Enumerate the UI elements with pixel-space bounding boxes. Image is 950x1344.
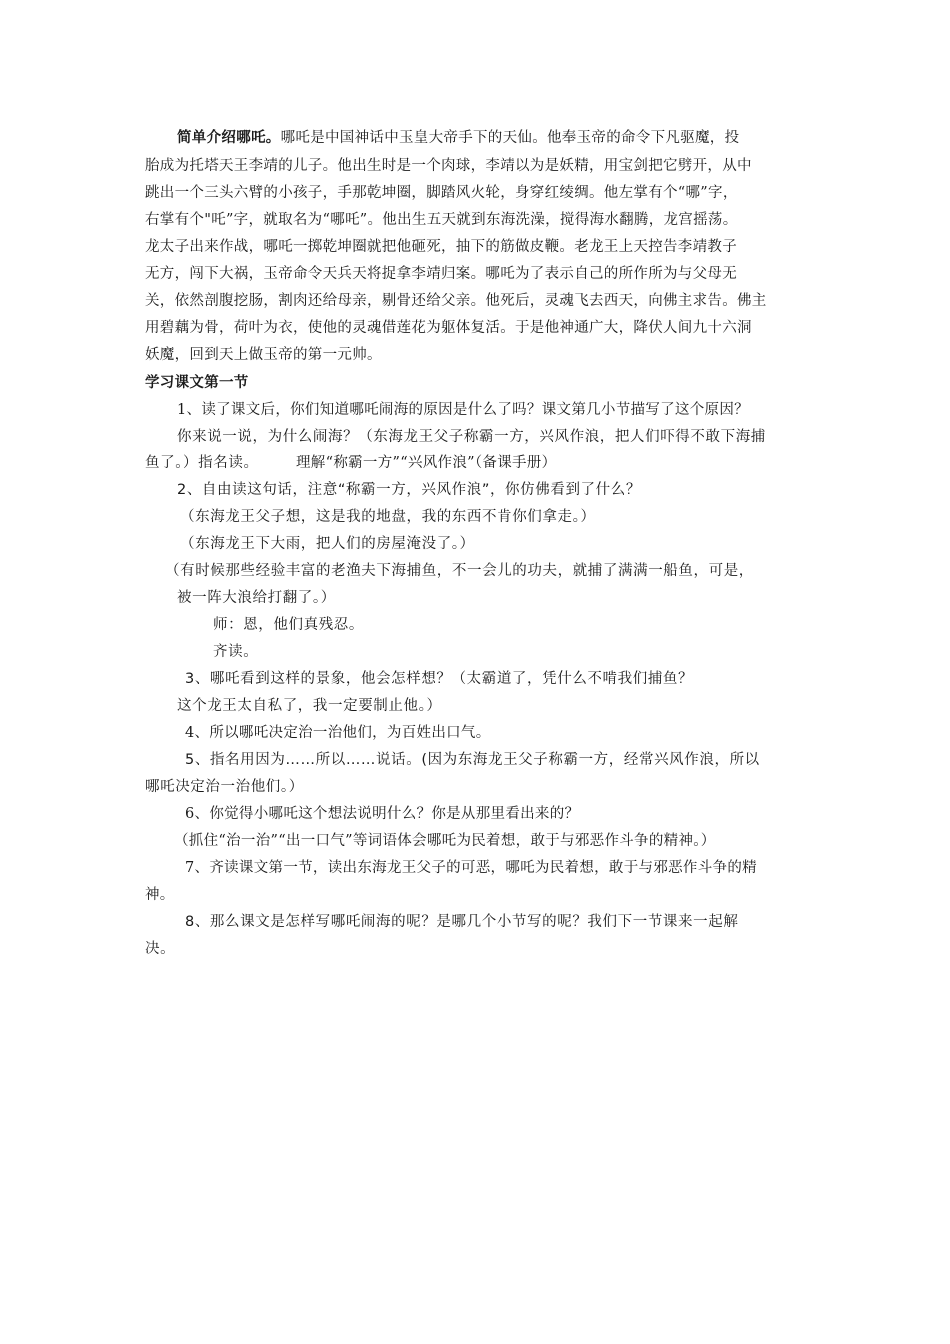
lesson-line-6: （东海龙王下大雨，把人们的房屋淹没了。） <box>180 536 475 552</box>
lesson-line-9: 师：恩，他们真残忍。 <box>213 617 364 633</box>
lesson-line-14: 5、指名用因为……所以……说话。(因为东海龙王父子称霸一方，经常兴风作浪，所以 <box>185 752 760 768</box>
intro-line-1-text: 哪吒是中国神话中玉皇大帝手下的天仙。他奉玉帝的命令下凡驱魔，投 <box>280 130 740 146</box>
section-title: 学习课文第一节 <box>145 374 249 391</box>
lesson-line-17: （抓住“治一治”“出一口气”等词语体会哪吒为民着想，敢于与邪恶作斗争的精神。） <box>174 833 716 849</box>
intro-line-3: 跳出一个三头六臂的小孩子，手那乾坤圈，脚踏风火轮，身穿红绫绸。他左掌有个“哪”字， <box>145 185 738 201</box>
intro-heading: 简单介绍哪吒。 <box>177 129 281 146</box>
lesson-line-18: 7、齐读课文第一节，读出东海龙王父子的可恶，哪吒为民着想，敢于与邪恶作斗争的精 <box>185 860 757 876</box>
lesson-line-3b: 理解“称霸一方”“兴风作浪”（备课手册） <box>296 455 557 471</box>
intro-line-5: 龙太子出来作战，哪吒一掷乾坤圈就把他砸死，抽下的筋做皮鞭。老龙王上天控告李靖教子 <box>145 239 737 255</box>
intro-line-8: 用碧藕为骨，荷叶为衣，使他的灵魂借莲花为躯体复活。于是他神通广大，降伏人间九十六洞 <box>145 320 752 336</box>
lesson-line-1: 1、读了课文后，你们知道哪吒闹海的原因是什么了吗？课文第几小节描写了这个原因？ <box>177 402 749 418</box>
lesson-line-2: 你来说一说，为什么闹海？（东海龙王父子称霸一方，兴风作浪，把人们吓得不敢下海捕 <box>177 429 766 445</box>
lesson-line-11: 3、哪吒看到这样的景象，他会怎样想？（太霸道了，凭什么不啃我们捕鱼？ <box>185 671 694 687</box>
lesson-line-12: 这个龙王太自私了，我一定要制止他。） <box>177 698 442 714</box>
intro-line-4: 右掌有个"吒”字，就取名为“哪吒”。他出生五天就到东海洗澡，搅得海水翻腾，龙宫摇荡。 <box>145 212 738 228</box>
intro-line-9: 妖魔，回到天上做玉帝的第一元帅。 <box>145 347 382 363</box>
lesson-line-13: 4、所以哪吒决定治一治他们，为百姓出口气。 <box>185 725 491 741</box>
lesson-line-3a: 鱼了。）指名读。 <box>145 455 259 471</box>
lesson-line-7: （有时候那些经验丰富的老渔夫下海捕鱼，不一会儿的功夫，就捕了满满一船鱼，可是， <box>165 563 754 579</box>
lesson-line-15: 哪吒决定治一治他们。） <box>145 779 304 795</box>
lesson-line-20: 8、那么课文是怎样写哪吒闹海的呢？是哪几个小节写的呢？我们下一节课来一起解 <box>185 914 739 930</box>
lesson-line-19: 神。 <box>145 887 175 903</box>
lesson-line-4: 2、自由读这句话，注意“称霸一方，兴风作浪”，你仿佛看到了什么？ <box>177 482 641 498</box>
intro-line-1 <box>177 128 739 148</box>
lesson-line-10: 齐读。 <box>213 644 259 660</box>
intro-line-2: 胎成为托塔天王李靖的儿子。他出生时是一个肉球，李靖以为是妖精，用宝剑把它劈开，从中 <box>145 158 752 174</box>
lesson-line-16: 6、你觉得小哪吒这个想法说明什么？你是从那里看出来的？ <box>185 806 580 822</box>
intro-line-7: 关，依然剖腹挖肠，割肉还给母亲，剔骨还给父亲。他死后，灵魂飞去西天，向佛主求告。佛主 <box>145 293 767 309</box>
lesson-line-21: 决。 <box>145 941 176 957</box>
lesson-line-8: 被一阵大浪给打翻了。） <box>177 590 336 606</box>
lesson-line-5: （东海龙王父子想，这是我的地盘，我的东西不肯你们拿走。） <box>180 509 596 525</box>
intro-line-6: 无方，闯下大祸，玉帝命令天兵天将捉拿李靖归案。哪吒为了表示自己的所作所为与父母无 <box>145 266 737 282</box>
